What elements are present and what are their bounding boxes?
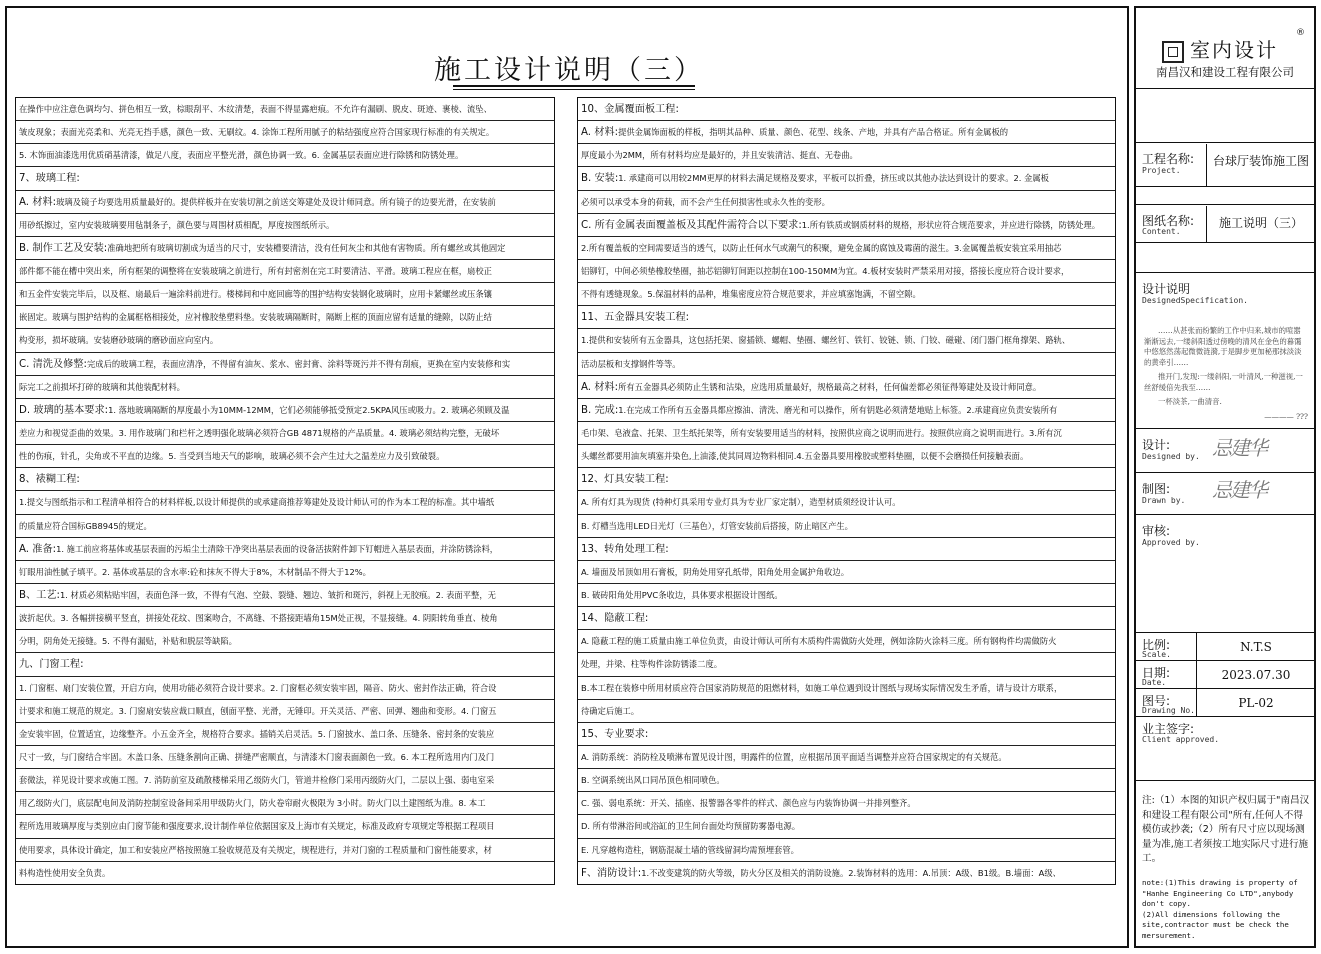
spec-line [16,630,554,653]
spec-line [16,144,554,167]
scale-sub: Scale. [1142,650,1171,659]
title-underline [453,85,695,87]
designer-signature: 忌建华 [1212,436,1266,460]
spec-line [578,746,1115,769]
spec-line [578,653,1115,676]
spec-text: 在操作中应注意色调均匀、拼色相互一致，棕眼刮平、木纹清楚，表面不得显露疤痕。不允许有漏刷、脱皮、斑迹、裹棱、流坠、 [19,104,492,114]
spec-line [578,769,1115,792]
spec-line [578,422,1115,445]
spec-line [578,260,1115,283]
spec-text: 用乙级防火门，底层配电间及消防控制室设备间采用甲级防火门，防火卷帘耐火极限为 3小时。防火门以土建图纸为准。8. 本工 [19,798,486,809]
spec-text: 1. 门窗框、扇门安装位置，开启方向，使用功能必须符合设计要求。2. 门窗框必须安装牢固，隔音、防火、密封作法正确，符合设 [19,682,497,693]
spec-line [16,515,554,538]
section-heading: 15、专业要求: [578,723,1115,746]
spec-clause-label: A. 准备: [19,543,57,555]
date-sub: Date. [1142,678,1167,687]
spec-text: 必须可以承受本身的荷载，而不会产生任何损害性或永久性的变形。 [581,196,830,207]
spec-text: 1.不改变建筑的防火等级，防火分区及相关的消防设施。2.装饰材料的选用：A.吊顶：A级、B1级。B.墙面：A级、 [641,867,1061,878]
drawn-signature: 忌建华 [1212,478,1266,502]
spec-clause-label: C. 所有金属表面覆盖板及其配件需符合以下要求: [581,219,802,231]
spec-text: 所有五金器具必须防止生锈和沾染，应选用质量最好，规格最高之材料，任何偏差都必须征得筹建处及设计师同意。 [618,381,1042,392]
title-block [1134,6,1316,948]
spec-text: 构变形，损坏玻璃。安装磨砂玻璃的磨砂面应向室内。 [19,335,219,346]
spec-text: 差应力和视觉歪曲的效果。3. 用作玻璃门和栏杆之透明强化玻璃必须符合GB 4871规格的产品质量。4. 玻璃必须结构完整，无破坏 [19,427,500,438]
spec-line [16,723,554,746]
approved-label: 审核: [1142,524,1171,538]
spec-text: E. 凡穿越构造柱，钢筋混凝土墙的管线留洞均需预埋套管。 [581,844,799,855]
spec-text: 计要求和施工规范的规定。3. 门窗扇安装应裁口顺直，刨面平整、光滑，无锤印。开关灵活、严密、回弹、翘曲和变形。4. 门窗五 [19,705,497,716]
spec-text: 1.所有铁质或钢质材料的规格，形状应符合规范要求，并应进行除锈，防锈处理。 [801,219,1101,230]
spec-line [578,862,1115,885]
spec-text: 1.在完成工作所有五金器具都应擦油、清洗、磨光和可以操作，所有钥匙必须清楚地贴上标签。2.承建商应负责安装所有 [618,404,1058,415]
spec-text: 提供金属饰面板的样板，指明其品种、质量、颜色、花型、线条、产地，并具有产品合格证。所有金属板的 [618,127,1009,138]
spec-text: 尺寸一致，与门窗结合牢固。木盖口条、压缝条割向正确、拼缝严密顺直，与清漆木门窗表面颜色一致。6. 本工程所选用内门及门 [19,751,495,762]
section-heading: 11、五金器具安装工程: [578,306,1115,329]
content-sub: Content. [1142,227,1181,236]
spec-line [578,677,1115,700]
drawing-no-value: PL-02 [1238,696,1274,710]
spec-line [16,746,554,769]
spec-text: 用砂纸擦过，室内安装玻璃要用毡制条子，颜色要与周围材质相配，厚度按图纸所示。 [19,219,335,230]
section-heading: 8、裱糊工程: [16,468,554,491]
spec-clause-label: B. 制作工艺及安装: [19,242,108,254]
spec-text: 处理，并梁、柱等构件涂防锈漆二度。 [581,659,723,670]
scale-label: 比例: [1142,638,1171,652]
spec-line [578,353,1115,376]
section-heading: 九、门窗工程: [16,653,554,676]
spec-text: 和五金件安装完毕后，以及框、扇最后一遍涂料前进行。楼梯间和中庭回廊等的围护结构安装钢化玻璃时，应用卡紧螺丝或压条镶 [19,289,492,300]
spec-text: B. 灯槽当选用LED日光灯（三基色），灯管安装前后搭接，防止暗区产生。 [581,520,853,531]
spec-line [578,191,1115,214]
spec-text: 际完工之前损坏打碎的玻璃和其他装配材料。 [19,381,185,392]
company-logo: 室内设计 [1162,34,1278,63]
scale-value: N.T.S [1240,640,1272,654]
content-value: 施工说明（三） [1218,216,1303,230]
date-label: 日期: [1142,666,1171,680]
spec-line [16,792,554,815]
spec-text: B. 破砖阳角处用PVC条收边，具体要求根据设计图纸。 [581,589,783,600]
spec-text: 套微法，祥见设计要求或施工图。7. 消防前室及疏散楼梯采用乙级防火门，管道井检修门采用丙级防火门，二层以上强、弱电室采 [19,775,495,786]
design-poem: ……从甚张而纷繁的工作中归来,城市的喧嚣渐渐远去,一缕斜阳透过傍晚的清风在金色的暮霭中悠悠然荡起微微涟漪,于是脚步更加秘那抹淡淡的黄牵引…… 推开门,发现:一缕斜阳,一叶清风,一种滋视,一丝舒缓倍先我至…… 一杯淡茶,一曲清音. ———— ??? [1144,326,1308,421]
spec-text: 波折起伏。3. 各幅拼接横平竖直，拼接处花纹、图案吻合，不离缝、不搭接距墙角15M处正视，不显接缝。4. 阴阳转角垂直、棱角 [19,613,498,624]
content-label: 图纸名称: [1142,214,1195,228]
spec-text: 1. 落地玻璃隔断的厚度最小为10MM-12MM，它们必须能够抵受预定2.5KPA风压或吸力。2. 玻璃必须顾及温 [108,404,510,415]
spec-line [16,260,554,283]
spec-text: 1. 承建商可以用较2MM更厚的材料去满足规格及要求，平板可以折叠，挤压或以其他办法达到设计的要求。2. 金属板 [618,173,1049,184]
spec-line [16,191,554,214]
spec-line [578,630,1115,653]
date-value: 2023.07.30 [1221,668,1291,682]
spec-text: 程所选用玻璃厚度与类别应由门窗节能和强度要求,设计制作单位依据国家及上海市有关规定，标准及政府专项规定等根据工程项目 [19,821,495,832]
spec-text: 毛巾架、皂液盒、托架、卫生纸托架等，所有安装要用适当的材料，按照供应商之说明而进行。按照供应商之说明而进行。3.所有沉 [581,427,1062,438]
spec-text: 性的伤痕，针孔，尖角或不平直的边缘。5. 当受到当地天气的影响，玻璃必须不会产生过大之温差应力及引致破裂。 [19,451,445,462]
company-name: 南昌汉和建设工程有限公司 [1156,65,1294,79]
project-label: 工程名称: [1142,152,1195,166]
spec-line [578,700,1115,723]
spec-clause-label: A. 材料: [581,381,619,393]
spec-text: B.本工程在装修中所用材质应符合国家消防规范的阻燃材料，如施工单位遇到设计图纸与现场实际情况发生矛盾，请与设计方联系， [581,682,1063,693]
spec-line [578,399,1115,422]
spec-line [16,399,554,422]
client-label: 业主签字: [1142,722,1195,736]
spec-text: A. 消防系统：消防栓及喷淋布置见设计图，明露件的位置，应根据吊顶平面适当调整并应符合国家规定的有关规范。 [581,751,1007,762]
spec-text: 完成后的玻璃工程，表面应清净，不得留有油灰、浆水、密封膏、涂料等斑污并不得有刮痕，更换在室内安装修和实 [86,358,511,369]
spec-line [16,121,554,144]
spec-text: D. 所有带淋浴间或浴缸的卫生间台面处均预留防雾器电源。 [581,821,801,832]
spec-line [578,491,1115,514]
spec-text: 不得有透缝现象。5.保温材料的品种，堆集密度应符合规范要求，并应填塞饱满，不留空隙。 [581,289,921,300]
spec-line [16,214,554,237]
section-heading: 10、金属覆面板工程: [578,98,1115,121]
project-value: 台球厅装饰施工图 [1212,154,1309,168]
spec-text: 的质量应符合国标GB8945的规定。 [19,520,152,531]
spec-line [578,237,1115,260]
section-heading: 7、玻璃工程: [16,167,554,190]
spec-line [16,815,554,838]
spec-text: C. 强、弱电系统：开关、插座、报警器各零件的样式、颜色应与内装饰协调一并排列整齐。 [581,798,916,809]
spec-text: 分明，阴角处无接缝。5. 不得有漏贴，补贴和脱层等缺陷。 [19,636,237,647]
spec-column-right [577,97,1116,885]
spec-line [16,376,554,399]
designer-label: 设计: [1142,438,1171,452]
spec-line [578,121,1115,144]
spec-text: 头螺丝都要用油灰填塞并染色,上油漆,使其同周边物料相同.4.五金器具要用橡胶或塑料垫圈，以便不会磨损任何接触表面。 [581,451,1029,462]
client-sub: Client approved. [1142,735,1220,744]
spec-line [578,839,1115,862]
note-chinese: 注:（1）本图的知识产权归属于"南昌汉和建设工程有限公司"所有,任何人不得模仿或抄袭;（2）所有尺寸应以现场测量为准,施工者须按工地实际尺寸进行施工。 [1142,795,1310,864]
section-heading: 14、隐蔽工程: [578,607,1115,630]
drawing-no-sub: Drawing No. [1142,706,1195,715]
spec-line [16,283,554,306]
spec-line [16,237,554,260]
spec-clause-label: B. 完成: [581,404,619,416]
registered-mark: ® [1296,28,1305,38]
spec-line [16,329,554,352]
spec-line [16,491,554,514]
spec-line [578,329,1115,352]
spec-clause-label: C. 清洗及修整: [19,358,87,370]
spec-clause-label: A. 材料: [581,127,619,139]
spec-clause-label: B、工艺: [19,589,60,601]
spec-line [16,445,554,468]
spec-text: 料构造性使用安全负责。 [19,867,111,878]
spec-line [16,306,554,329]
design-label: 设计说明 [1142,282,1191,296]
spec-line [16,538,554,561]
spec-line [578,515,1115,538]
spec-clause-label: F、消防设计: [581,867,642,879]
section-heading: 13、转角处理工程: [578,538,1115,561]
spec-text: 2.所有覆盖板的空间需要适当的透气，以防止任何水气或潮气的积聚，避免金属的腐蚀及霉菌的滋生。3.金属覆盖板安装宜采用抽芯 [581,242,1062,253]
title-underline-thin [453,89,695,90]
spec-text: 准确地把所有玻璃切割成为适当的尺寸，安装槽要清洁，没有任何灰尘和其他有害物质。所有螺丝或其他固定 [107,242,506,253]
spec-line [16,769,554,792]
spec-line [578,167,1115,190]
page-title: 施工设计说明（三） [434,55,704,86]
spec-text: 厚度最小为2MM，所有材料均应是最好的，并且安装清洁、挺直、无卷曲。 [581,150,858,161]
spec-text: 1. 施工前应将基体或基层表面的污垢尘土清除干净突出基层表面的设备活拔附件卸下钉帽进入基层表面，并涂防锈涂料， [56,543,499,554]
spec-text: 1.提交与图纸指示和工程清单相符合的材料样板,以设计师提供的或承建商推荐筹建处及设计师认可的作为本工程的标准。其中墙纸 [19,497,495,508]
drawn-sub: Drawn by. [1142,496,1186,505]
spec-line [16,98,554,121]
spec-line [578,584,1115,607]
spec-clause-label: B. 安装: [581,173,619,185]
spec-clause-label: A. 材料: [19,196,57,208]
spec-text: 活动层板和支撑钢件等等。 [581,358,681,369]
spec-text: 钉眼用油性腻子填平。2. 基体或基层的含水率:砼和抹灰不得大于8%，木材制品不得大于12%。 [19,566,371,577]
spec-line [16,561,554,584]
spec-text: 1. 材质必须粘贴牢固，表面色泽一致，不得有气泡、空鼓、裂缝、翘边、皱折和斑污，斜视上无胶痕。2. 表面平整，无 [59,589,496,600]
spec-column-left [15,97,555,885]
spec-text: 部件都不能在槽中突出来，所有框架的调整将在安装玻璃之前进行，所有封密剂在完工时要清洁、平滑。玻璃工程应在框，扇校正 [19,265,492,276]
spec-text: B. 空调系统出风口同吊顶色相同喷色。 [581,775,725,786]
spec-line [578,561,1115,584]
spec-line [578,445,1115,468]
logo-mark-icon [1162,41,1184,63]
spec-line [578,144,1115,167]
spec-text: 皱皮现象；表面光亮柔和、光亮无挡手感，颜色一致、无刷纹。4. 涂饰工程所用腻子的粘结强度应符合国家现行标准的有关规定。 [19,127,495,138]
spec-line [578,214,1115,237]
approved-sub: Approved by. [1142,538,1200,547]
spec-line [16,422,554,445]
spec-text: 使用要求，具体设计确定，加工和安装应严格按照施工验收规范及有关规定，规程进行，并对门窗的工程质量和门窗性能要求，材 [19,844,492,855]
spec-clause-label: D. 玻璃的基本要求: [19,404,109,416]
spec-text: A. 隐蔽工程的施工质量由施工单位负责，由设计师认可所有木质构件需做防火处理，例如涂防火涂料三度。所有钢构件均需做防火 [581,636,1057,647]
spec-line [16,677,554,700]
spec-text: 玻璃及镜子均要选用质量最好的。提供样板并在安装切割之前送交筹建处及设计师同意。所有镜子的边要光滑，在安装前 [56,196,496,207]
spec-line [16,700,554,723]
designer-sub: Designed by. [1142,452,1200,461]
spec-line [16,862,554,885]
design-sub: DesignedSpecification. [1142,296,1248,305]
spec-line [578,283,1115,306]
spec-line [16,839,554,862]
spec-text: A. 所有灯具为现货 (特种灯具采用专业灯具为专业厂家定制），造型材质须经设计认可。 [581,497,901,508]
drawing-no-label: 图号: [1142,694,1171,708]
spec-line [578,792,1115,815]
spec-line [16,353,554,376]
spec-text: 待确定后施工。 [581,705,640,716]
drawn-label: 制图: [1142,482,1171,496]
spec-line [16,607,554,630]
spec-text: 1.提供和安装所有五金器具，这包括托架、窗插锁、螺帽、垫圈、螺丝钉、铁钉、铰链、锁、门铰、磁碰、闭门器门框角撑架、路轨、 [581,335,1071,346]
spec-line [578,376,1115,399]
spec-line [578,815,1115,838]
section-heading: 12、灯具安装工程: [578,468,1115,491]
spec-text: 嵌固定。玻璃与围护结构的金属框格相接处，应衬橡胶垫塑料垫。安装玻璃隔断时，隔断上框的顶面应留有适量的缝隙，以防止结 [19,312,492,323]
spec-text: 铝铆钉，中间必须垫橡胶垫圈，抽芯铝铆钉间距以控制在100-150MM为宜。4.板材安装时严禁采用对接，搭接长度应符合设计要求， [581,265,1070,276]
spec-text: 5. 木饰面油漆选用优质硝基清漆，做足八度，表面应平整光滑，颜色协调一致。6. 金属基层表面应进行除锈和防锈处理。 [19,150,464,161]
note-english: note:(1)This drawing is property of "Hanhe Engineering Co LTD",anybody don't copy. (2)All dimensions following the site,contractor must be check the mersurement. [1142,878,1298,940]
spec-text: 金安装牢固，位置适宜，边缘整齐。小五金齐全，规格符合要求。插销关启灵活。5. 门窗披水、盖口条、压缝条、密封条的安装应 [19,728,495,739]
spec-line [16,584,554,607]
project-sub: Project. [1142,166,1181,175]
spec-text: A. 墙面及吊顶如用石膏板，阴角处用穿孔纸带，阳角处用金属护角收边。 [581,566,850,577]
